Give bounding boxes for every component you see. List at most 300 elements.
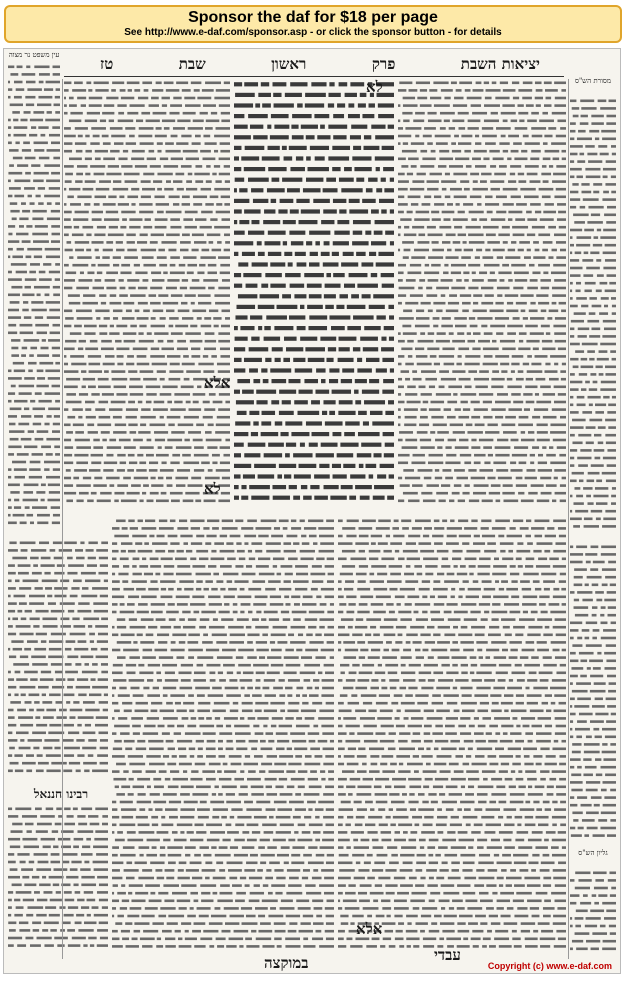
- word-mark: [104, 104, 114, 107]
- word-mark: [11, 286, 22, 289]
- word-mark: [268, 740, 274, 743]
- word-mark: [545, 89, 558, 92]
- word-mark: [98, 678, 108, 681]
- word-mark: [90, 340, 98, 343]
- word-mark: [340, 915, 348, 918]
- word-mark: [585, 145, 594, 148]
- word-mark: [242, 922, 258, 925]
- word-mark: [376, 167, 380, 171]
- word-mark: [602, 335, 616, 338]
- word-mark: [525, 165, 539, 168]
- word-mark: [346, 786, 355, 789]
- word-mark: [297, 326, 306, 330]
- word-mark: [389, 679, 399, 682]
- word-mark: [152, 279, 164, 282]
- word-mark: [75, 431, 84, 434]
- word-mark: [253, 379, 260, 383]
- word-mark: [114, 386, 126, 389]
- word-mark: [166, 611, 179, 614]
- word-mark: [552, 302, 557, 305]
- word-mark: [77, 165, 88, 168]
- word-mark: [53, 294, 60, 297]
- word-mark: [66, 272, 77, 275]
- word-mark: [503, 500, 518, 503]
- word-mark: [395, 641, 402, 644]
- word-mark: [490, 272, 495, 275]
- word-mark: [143, 310, 150, 313]
- word-mark: [97, 929, 108, 932]
- word-mark: [543, 211, 556, 214]
- word-mark: [479, 218, 487, 221]
- word-mark: [109, 332, 119, 335]
- word-mark: [435, 135, 451, 138]
- word-mark: [10, 491, 19, 494]
- word-mark: [540, 770, 549, 773]
- word-mark: [34, 286, 50, 289]
- word-mark: [503, 241, 508, 244]
- word-mark: [162, 664, 177, 667]
- word-mark: [380, 710, 393, 713]
- word-mark: [429, 89, 437, 92]
- word-mark: [104, 580, 108, 583]
- word-mark: [77, 724, 81, 727]
- word-mark: [516, 203, 527, 206]
- word-mark: [55, 278, 60, 281]
- word-mark: [156, 203, 169, 206]
- word-mark: [398, 120, 400, 123]
- word-mark: [446, 938, 461, 941]
- word-mark: [261, 432, 279, 436]
- word-mark: [279, 520, 289, 523]
- word-mark: [503, 188, 518, 191]
- word-mark: [94, 610, 108, 613]
- sponsor-banner[interactable]: [4, 5, 622, 43]
- word-mark: [64, 492, 76, 495]
- word-mark: [171, 500, 180, 503]
- word-mark: [436, 877, 444, 880]
- word-mark: [430, 97, 441, 100]
- word-mark: [544, 839, 549, 842]
- word-mark: [349, 273, 368, 277]
- word-mark: [188, 431, 201, 434]
- word-mark: [392, 527, 399, 530]
- word-mark: [441, 565, 450, 568]
- word-mark: [326, 922, 334, 925]
- word-mark: [255, 687, 260, 690]
- word-mark: [149, 535, 154, 538]
- word-mark: [390, 209, 394, 213]
- word-mark: [294, 294, 306, 298]
- word-mark: [182, 363, 195, 366]
- word-mark: [381, 687, 387, 690]
- word-mark: [358, 432, 380, 436]
- word-mark: [245, 146, 265, 150]
- word-mark: [263, 379, 269, 383]
- word-mark: [326, 915, 334, 918]
- word-mark: [351, 125, 367, 129]
- word-mark: [463, 580, 469, 583]
- word-mark: [221, 492, 230, 495]
- word-mark: [486, 732, 492, 735]
- word-mark: [359, 603, 368, 606]
- word-mark: [363, 907, 379, 910]
- word-mark: [356, 252, 365, 256]
- word-mark: [167, 846, 182, 849]
- word-mark: [605, 183, 616, 186]
- word-mark: [338, 580, 342, 583]
- word-mark: [442, 520, 447, 523]
- word-mark: [602, 728, 616, 731]
- word-mark: [304, 527, 316, 530]
- word-mark: [112, 687, 116, 690]
- word-mark: [153, 408, 168, 411]
- word-mark: [179, 945, 192, 948]
- word-mark: [197, 656, 213, 659]
- word-mark: [273, 839, 286, 842]
- word-mark: [463, 763, 470, 766]
- word-mark: [24, 671, 38, 674]
- word-mark: [15, 142, 19, 145]
- word-mark: [287, 748, 292, 751]
- word-mark: [532, 272, 540, 275]
- word-mark: [10, 868, 18, 871]
- word-mark: [55, 823, 62, 826]
- word-mark: [192, 249, 199, 252]
- word-mark: [115, 340, 122, 343]
- word-mark: [554, 332, 566, 335]
- word-mark: [523, 317, 528, 320]
- word-mark: [570, 358, 578, 361]
- word-mark: [374, 588, 388, 591]
- word-mark: [54, 868, 68, 871]
- word-mark: [541, 310, 547, 313]
- word-mark: [402, 112, 412, 115]
- word-mark: [124, 740, 135, 743]
- word-mark: [313, 922, 324, 925]
- word-mark: [157, 173, 172, 176]
- word-mark: [472, 348, 480, 351]
- word-mark: [372, 869, 383, 872]
- word-mark: [29, 468, 40, 471]
- word-mark: [251, 337, 259, 341]
- word-mark: [112, 816, 119, 819]
- word-mark: [8, 248, 13, 251]
- word-mark: [261, 520, 277, 523]
- word-mark: [150, 165, 161, 168]
- word-mark: [17, 944, 26, 947]
- word-mark: [84, 891, 93, 894]
- word-mark: [295, 252, 306, 256]
- word-mark: [464, 808, 471, 811]
- word-mark: [209, 393, 216, 396]
- word-mark: [412, 527, 422, 530]
- word-mark: [526, 378, 533, 381]
- word-mark: [592, 584, 599, 587]
- word-mark: [462, 710, 475, 713]
- word-mark: [486, 89, 501, 92]
- word-mark: [37, 430, 49, 433]
- word-mark: [11, 354, 19, 357]
- word-mark: [301, 710, 316, 713]
- word-mark: [463, 408, 470, 411]
- word-mark: [218, 793, 223, 796]
- word-mark: [235, 732, 251, 735]
- word-mark: [222, 786, 237, 789]
- word-mark: [64, 211, 72, 214]
- word-mark: [376, 596, 391, 599]
- word-mark: [157, 877, 165, 880]
- word-mark: [448, 302, 459, 305]
- word-mark: [560, 249, 566, 252]
- word-mark: [558, 211, 566, 214]
- word-mark: [99, 325, 107, 328]
- word-mark: [194, 469, 204, 472]
- word-mark: [160, 626, 171, 629]
- word-mark: [193, 393, 206, 396]
- word-mark: [182, 89, 191, 92]
- word-mark: [560, 573, 566, 576]
- word-mark: [166, 740, 174, 743]
- word-mark: [20, 739, 24, 742]
- word-mark: [468, 748, 473, 751]
- word-mark: [313, 725, 318, 728]
- word-mark: [286, 347, 303, 351]
- word-mark: [570, 335, 574, 338]
- word-mark: [582, 191, 592, 194]
- word-mark: [346, 611, 354, 614]
- word-mark: [389, 474, 394, 478]
- word-mark: [584, 751, 600, 754]
- word-mark: [516, 892, 532, 895]
- word-mark: [41, 838, 56, 841]
- word-mark: [185, 492, 199, 495]
- word-mark: [460, 854, 475, 857]
- word-mark: [70, 355, 84, 358]
- word-mark: [246, 808, 261, 811]
- word-mark: [499, 801, 507, 804]
- word-mark: [608, 690, 616, 693]
- word-mark: [326, 938, 334, 941]
- word-mark: [272, 347, 283, 351]
- word-mark: [360, 649, 368, 652]
- word-mark: [427, 884, 437, 887]
- word-mark: [161, 824, 173, 827]
- word-mark: [234, 368, 245, 372]
- word-mark: [323, 209, 337, 213]
- word-mark: [235, 421, 250, 425]
- word-mark: [219, 104, 230, 107]
- word-mark: [182, 611, 190, 614]
- word-mark: [439, 158, 453, 161]
- word-mark: [506, 310, 518, 313]
- word-mark: [526, 211, 532, 214]
- word-mark: [478, 801, 486, 804]
- word-mark: [234, 199, 249, 203]
- word-mark: [112, 717, 115, 720]
- word-mark: [162, 104, 167, 107]
- word-mark: [318, 717, 334, 720]
- word-mark: [385, 930, 393, 933]
- word-mark: [461, 664, 468, 667]
- word-mark: [153, 112, 167, 115]
- word-mark: [27, 640, 38, 643]
- word-mark: [79, 492, 89, 495]
- word-mark: [222, 520, 233, 523]
- word-mark: [209, 626, 225, 629]
- word-mark: [579, 480, 583, 483]
- word-mark: [437, 332, 446, 335]
- word-mark: [391, 801, 405, 804]
- word-mark: [297, 411, 319, 415]
- word-mark: [496, 500, 501, 503]
- word-mark: [30, 618, 40, 621]
- word-mark: [365, 801, 373, 804]
- word-mark: [552, 249, 557, 252]
- word-mark: [496, 196, 507, 199]
- word-mark: [403, 550, 418, 553]
- word-mark: [508, 279, 512, 282]
- word-mark: [120, 226, 126, 229]
- word-mark: [203, 634, 208, 637]
- word-mark: [291, 626, 306, 629]
- word-mark: [331, 326, 345, 330]
- word-mark: [78, 416, 82, 419]
- word-mark: [90, 944, 94, 947]
- word-mark: [76, 287, 89, 290]
- word-mark: [29, 271, 36, 274]
- word-mark: [430, 401, 444, 404]
- word-mark: [22, 762, 36, 765]
- word-mark: [605, 576, 616, 579]
- word-mark: [125, 922, 132, 925]
- word-mark: [442, 862, 448, 865]
- word-mark: [453, 104, 467, 107]
- word-mark: [169, 378, 181, 381]
- word-mark: [338, 755, 341, 758]
- word-mark: [525, 945, 538, 948]
- word-mark: [201, 188, 211, 191]
- word-mark: [570, 510, 572, 513]
- word-mark: [8, 468, 11, 471]
- word-mark: [520, 527, 529, 530]
- word-mark: [184, 416, 199, 419]
- word-mark: [169, 801, 181, 804]
- word-mark: [596, 259, 601, 262]
- word-mark: [55, 263, 60, 266]
- word-mark: [212, 249, 222, 252]
- word-mark: [14, 914, 22, 917]
- word-mark: [403, 120, 409, 123]
- sponsor-subtitle[interactable]: [6, 27, 620, 39]
- word-mark: [608, 606, 616, 609]
- word-mark: [433, 634, 440, 637]
- word-mark: [539, 120, 554, 123]
- word-mark: [203, 135, 210, 138]
- word-mark: [235, 93, 255, 97]
- word-mark: [415, 694, 428, 697]
- word-mark: [523, 725, 530, 728]
- word-mark: [337, 220, 349, 224]
- word-mark: [266, 786, 272, 789]
- word-mark: [570, 267, 583, 270]
- word-mark: [183, 150, 198, 153]
- word-mark: [143, 930, 158, 933]
- word-mark: [574, 584, 583, 587]
- word-mark: [194, 446, 204, 449]
- word-mark: [307, 305, 323, 309]
- word-mark: [558, 393, 566, 396]
- word-mark: [553, 915, 566, 918]
- word-mark: [371, 679, 378, 682]
- word-mark: [486, 884, 496, 887]
- word-mark: [290, 209, 299, 213]
- word-mark: [553, 565, 566, 568]
- word-mark: [200, 112, 208, 115]
- word-mark: [499, 142, 509, 145]
- word-mark: [209, 310, 218, 313]
- word-mark: [444, 611, 452, 614]
- word-mark: [328, 347, 336, 351]
- word-mark: [338, 831, 347, 834]
- word-mark: [595, 457, 601, 460]
- word-mark: [249, 877, 262, 880]
- word-mark: [247, 778, 261, 781]
- word-mark: [531, 150, 541, 153]
- word-mark: [319, 884, 334, 887]
- word-mark: [243, 474, 255, 478]
- word-mark: [369, 558, 378, 561]
- word-mark: [199, 626, 206, 629]
- sponsor-link[interactable]: See http://www.e-daf.com/sponsor.asp - or click the sponsor button - for details: [124, 27, 502, 38]
- word-mark: [608, 404, 616, 407]
- word-mark: [46, 81, 60, 84]
- word-mark: [458, 211, 465, 214]
- word-mark: [37, 332, 47, 335]
- word-mark: [460, 180, 469, 183]
- word-mark: [559, 226, 566, 229]
- word-mark: [65, 180, 72, 183]
- word-mark: [471, 938, 481, 941]
- word-mark: [290, 167, 305, 171]
- word-mark: [279, 411, 294, 415]
- word-mark: [93, 135, 100, 138]
- word-mark: [391, 702, 398, 705]
- word-mark: [424, 816, 433, 819]
- word-mark: [46, 453, 53, 456]
- word-mark: [345, 93, 357, 97]
- word-mark: [333, 273, 345, 277]
- word-mark: [102, 439, 106, 442]
- word-mark: [461, 603, 476, 606]
- word-mark: [287, 786, 295, 789]
- word-mark: [227, 831, 239, 834]
- word-mark: [100, 937, 108, 940]
- word-mark: [88, 557, 96, 560]
- word-mark: [397, 892, 409, 895]
- word-mark: [34, 142, 48, 145]
- word-mark: [184, 97, 195, 100]
- word-mark: [270, 284, 285, 288]
- word-mark: [46, 256, 60, 259]
- word-mark: [604, 328, 616, 331]
- word-mark: [484, 82, 489, 85]
- word-mark: [103, 709, 108, 712]
- text-lines: [570, 543, 616, 843]
- word-mark: [407, 173, 413, 176]
- word-mark: [158, 294, 168, 297]
- word-mark: [142, 945, 152, 948]
- word-mark: [570, 705, 572, 708]
